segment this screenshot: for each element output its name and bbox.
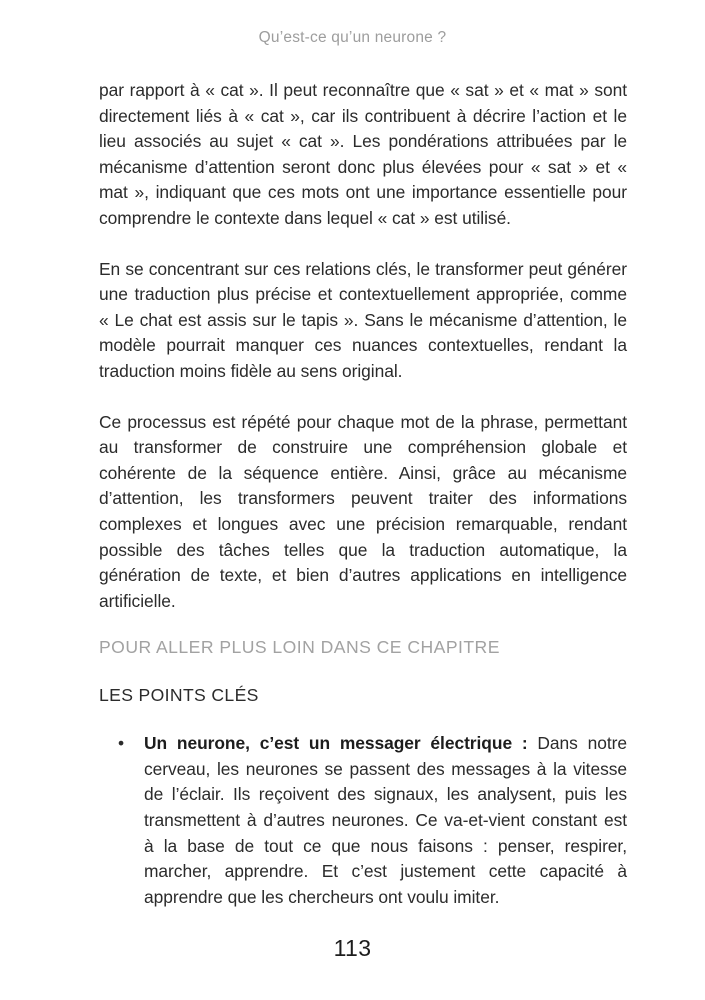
body-paragraph: En se concentrant sur ces relations clés, le transformer peut générer une traduction plus précise et contextuellement appropriée, comme « Le chat est assis sur le tapis ». Sans le mécanisme d’attention, le modèle pourrait manquer ces nuances contextuelles, rendant la traduction moins fidèle au sens original. — [99, 258, 627, 381]
text-column — [99, 78, 627, 928]
bullet-icon: • — [118, 733, 125, 754]
body-paragraph: Ce processus est répété pour chaque mot de la phrase, permettant au transformer de construire une compréhension globale et cohérente de la séquence entière. Ainsi, grâce au mécanisme d’attention, les transformers peuvent traiter des informations complexes et longues avec une précision remarquable, rendant possible des tâches telles que la traduction automatique, la génération de texte, et bien d’autres applications en intelligence artificielle. — [99, 411, 627, 611]
section-heading-further-reading: POUR ALLER PLUS LOIN DANS CE CHAPITRE — [99, 637, 500, 658]
running-head: Qu’est-ce qu’un neurone ? — [258, 29, 447, 46]
list-item — [99, 731, 627, 910]
page-number: 113 — [333, 935, 372, 961]
body-paragraph: par rapport à « cat ». Il peut reconnaître que « sat » et « mat » sont directement liés à « cat », car ils contribuent à décrire l’action et le lieu associés au sujet « cat ». Les pondérations attribuées par le mécanisme d’attention seront donc plus élevées pour « sat » et « mat », indiquant que ces mots ont une importance essentielle pour comprendre le contexte dans lequel « cat » est utilisé. — [99, 80, 627, 228]
section-heading-key-points: LES POINTS CLÉS — [99, 685, 259, 706]
key-points-list — [99, 731, 627, 910]
list-item-text: Dans notre cerveau, les neurones se passent des messages à la vitesse de l’éclair. Ils reçoivent des signaux, les analysent, puis les transmettent à d’autres neurones. Ce va-et-vient constant est à la base de tout ce que nous faisons : penser, respirer, marcher, apprendre. Et c’est justement cette capacité à apprendre que les chercheurs ont voulu imiter. — [144, 733, 627, 907]
list-item-lead: Un neurone, c’est un messager électrique : — [144, 733, 528, 754]
